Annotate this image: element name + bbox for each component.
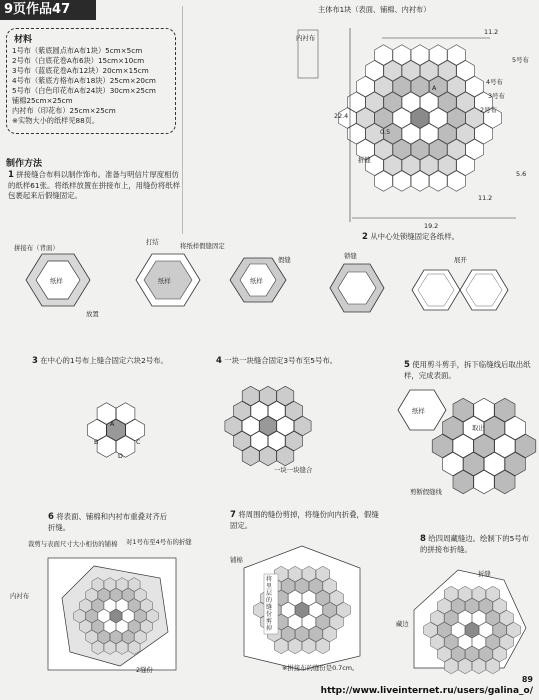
hexagon-left bbox=[412, 270, 460, 310]
hexagon-grid bbox=[338, 45, 501, 192]
material-line: 内衬布（印花布）25cm×25cm bbox=[12, 106, 116, 115]
material-line: 3号布（蓝底花卷A布12块）20cm×15cm bbox=[12, 66, 149, 75]
label-seam-note: ※拼接布的缝份是0.7cm。 bbox=[282, 664, 359, 672]
divider bbox=[182, 6, 183, 234]
step-description: 在中心的1号布上缝合固定六块2号布。 bbox=[40, 356, 168, 365]
step-description: 给四周藏缝边。绘制下的5号布的拼接布折缝。 bbox=[420, 534, 530, 554]
hexagon-grid bbox=[225, 386, 311, 466]
step-2-diagrams bbox=[320, 246, 530, 332]
label-a: A bbox=[110, 420, 115, 428]
label-hem: 藏边 bbox=[396, 620, 409, 628]
material-line: 铺棉25cm×25cm bbox=[12, 96, 73, 105]
material-line: 5号布（白色印花布A布24块）30cm×25cm bbox=[12, 86, 156, 95]
step-description: 从中心处锁缝固定各纸样。 bbox=[370, 232, 459, 241]
label-dim-top: 11.2 bbox=[484, 28, 499, 36]
label-back: 拼接布（背面） bbox=[14, 244, 59, 252]
step-number: 4 bbox=[216, 356, 222, 366]
step-number: 5 bbox=[404, 360, 410, 370]
page-title: 9页作品47 bbox=[0, 0, 96, 20]
hexagon-right bbox=[460, 270, 508, 310]
label-knot: 打结 bbox=[146, 238, 159, 246]
step-3-text bbox=[32, 356, 182, 367]
label-remove: 取出 bbox=[472, 424, 485, 432]
step-number: 3 bbox=[32, 356, 38, 366]
label-dim-width: 19.2 bbox=[424, 222, 439, 230]
materials-heading: 材料 bbox=[14, 35, 33, 45]
page-number: 89 bbox=[521, 675, 533, 684]
step-4-diagram bbox=[212, 380, 332, 480]
label-batting: 铺棉 bbox=[230, 556, 243, 564]
step-6-text bbox=[48, 512, 168, 533]
label-dim-inner: 0.5 bbox=[380, 128, 391, 136]
label-fold: 折缝 bbox=[478, 570, 491, 578]
label-pattern: 纸样 bbox=[412, 407, 425, 415]
step-4-text bbox=[216, 356, 366, 367]
step-number: 1 bbox=[8, 170, 14, 180]
s7-vertical-note: 将里层的缝份剪掉 bbox=[266, 576, 273, 632]
label-baste: 将纸样假缝固定 bbox=[180, 242, 225, 250]
label-fabric2: 2号布 bbox=[480, 106, 497, 114]
material-line: ※实物大小的纸样见88页。 bbox=[12, 116, 100, 125]
label-pattern: 纸样 bbox=[158, 277, 171, 285]
step-5-text bbox=[404, 360, 534, 381]
label-lock: 锁缝 bbox=[344, 252, 357, 260]
method-heading: 制作方法 bbox=[6, 159, 43, 169]
hexagon-grid bbox=[88, 403, 145, 458]
step-description: 将表面、铺棉和内衬布重叠对齐后折缝。 bbox=[48, 512, 168, 532]
step-8-text bbox=[420, 534, 534, 555]
label-note1: 裁剪与表面尺寸大小相仿的铺棉 bbox=[28, 540, 118, 548]
label-note2: 对1号布至4号布的折缝 bbox=[126, 538, 192, 546]
label-lining: 内衬布 bbox=[296, 34, 316, 42]
main-diagram-caption: 主体布1块（表面、铺棉、内衬布） bbox=[318, 5, 431, 14]
label-spread: 展开 bbox=[454, 256, 467, 264]
label-c: C bbox=[136, 438, 141, 446]
step-number: 6 bbox=[48, 512, 54, 522]
main-hexagon-diagram bbox=[290, 22, 530, 232]
step-3-diagram bbox=[60, 380, 180, 480]
label-fabric3: 3号布 bbox=[488, 92, 505, 100]
step-8-diagram bbox=[392, 560, 534, 670]
step-5-diagram bbox=[392, 380, 532, 500]
label-note: 一块一块缝合 bbox=[274, 466, 313, 474]
label-pattern: 纸样 bbox=[50, 277, 63, 285]
material-line: 4号布（紫底方格布A布18块）25cm×20cm bbox=[12, 76, 156, 85]
label-fabric4: 4号布 bbox=[486, 78, 503, 86]
step-description: 拼接缝合布料以制作饰布。准备与明信片厚度相仿的纸样61张。将纸样放置在拼接布上，用缝份将纸样包裹起来后假缝固定。 bbox=[8, 170, 181, 200]
step-1-diagrams bbox=[8, 234, 308, 324]
material-line: 2号布（白底花卷A布6块）15cm×10cm bbox=[12, 56, 145, 65]
label-dim-bottom: 11.2 bbox=[478, 194, 493, 202]
label-baste: 假缝 bbox=[278, 256, 291, 264]
step-number: 8 bbox=[420, 534, 426, 544]
step-number: 2 bbox=[362, 232, 368, 242]
label-d: D bbox=[118, 452, 123, 460]
label-dim-left: 22.4 bbox=[334, 112, 349, 120]
step-6-diagram bbox=[8, 536, 192, 676]
label-dim-right: 5.6 bbox=[516, 170, 527, 178]
label-b: B bbox=[94, 438, 99, 446]
hexagon-grid bbox=[432, 398, 536, 494]
label-allowance: 放置 bbox=[86, 310, 99, 318]
label-cut: 剪断假缝线 bbox=[410, 488, 442, 496]
label-lining: 内衬布 bbox=[10, 592, 30, 600]
step-2-text bbox=[362, 232, 532, 243]
step-7-text bbox=[230, 510, 380, 531]
label-letter-a: A bbox=[432, 84, 437, 92]
step-description: 使用剪斗剪手，拆下临缝线后取出纸样，完成表面。 bbox=[404, 360, 531, 380]
step-number: 7 bbox=[230, 510, 236, 520]
step-description: 一块一块缝合固定3号布至5号布。 bbox=[224, 356, 338, 365]
label-fabric5: 5号布 bbox=[512, 56, 529, 64]
label-fold: 2缝份 bbox=[136, 666, 153, 674]
step-7-diagram bbox=[226, 538, 376, 672]
step-1-text bbox=[8, 170, 180, 202]
step-description: 将周围的缝份剪掉，将缝份向内折叠，假缝固定。 bbox=[230, 510, 379, 530]
material-line: 1号布（紫底圆点布A布1块）5cm×5cm bbox=[12, 46, 143, 55]
label-pattern: 纸样 bbox=[250, 277, 263, 285]
footer-url: http://www.liveinternet.ru/users/galina_o/ bbox=[320, 686, 533, 696]
label-fold: 折缝 bbox=[358, 156, 371, 164]
